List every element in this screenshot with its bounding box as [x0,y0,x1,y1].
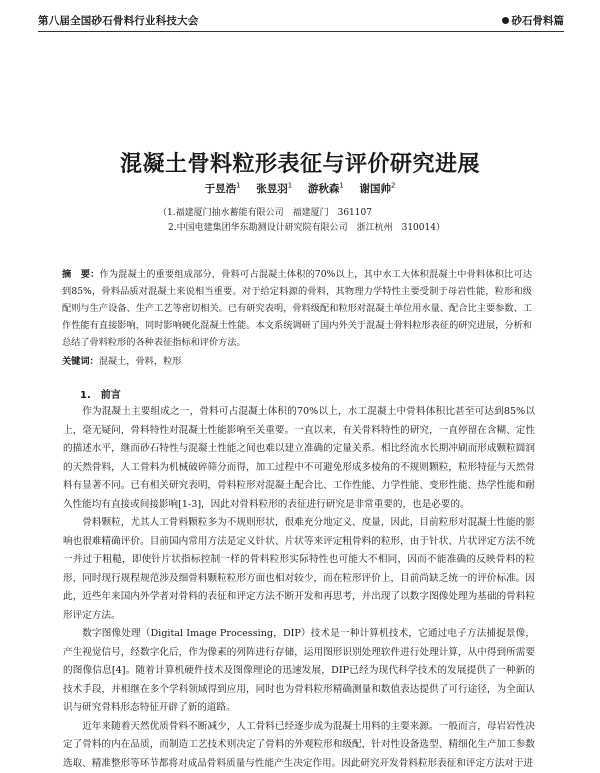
affiliation: 2.中国电建集团华东勘测设计研究院有限公司 浙江杭州 310014） [168,221,528,235]
header-rule [38,31,564,32]
section-heading: 1. 前言 [80,386,121,401]
section-tag-label: 砂石骨料篇 [512,13,565,28]
section-tag [502,13,565,28]
paper-title: 混凝土骨料粒形表征与评价研究进展 [0,147,600,178]
paragraph: 作为混凝土主要组成之一，骨料可占混凝土体积的70%以上，水工混凝土中骨料体积比甚至可达到85%以上，毫无疑问，骨料特性对混凝土性能影响至关重要。一直以来，有关骨料特性的研究，一直停留在含糊、定性的描述水平，继而砂石特性与混凝土性能之间也难以建立准确的定量关系。相比经流水长期冲刷而形成颗粒圆润的天然骨料，人工骨料为机械破碎筛分而得，加工过程中不可避免形成多棱角的不规则颗粒，粒形特征与天然骨料有显著不同。已有相关研究表明，骨料粒形对混凝土配合比、工作性能、力学性能、变形性能、热学性能和耐久性能均有直接或间接影响[1-3]，因此对骨料粒形的表征进行研究是非常重要的，也是必要的。 [63,403,535,514]
author: 张昱羽$^1$ [256,183,292,195]
paragraph: 近年来随着天然优质骨料不断减少，人工骨料已经逐步成为混凝土用料的主要来源。一般而言，母岩岩性决定了骨料的内在品质，而制造工艺技术则决定了骨料的外观粒形和级配，针对性设备选型、精细化生产加工参数选取、精准整形等环节都将对成品骨料质量与性能产生决定作用。因此研究开发骨料粒形表征和评定方法对于进 [63,718,535,773]
author-list [0,181,600,196]
running-header [38,11,564,33]
abstract [62,266,532,351]
author: 于昱浩$^1$ [205,183,241,195]
paragraph: 数字图像处理（Digital Image Processing，DIP）技术是一种计算机技术，它通过电子方法捕捉景像，产生视觉信号，经数字化后，作为像素的列阵进行存储，运用图形识别处理软件进行处理计算，从中得到所需要的图像信息[4]。随着计算机硬件技术及图像理论的迅速发展，DIP已经为现代科学技术的发展提供了一种新的技术手段，并相继在多个学科领域得到应用，同时也为骨料粒形精确测量和数值表达提供了可行途径，为全面认识与研究骨料形态特征开辟了新的道路。 [63,625,535,718]
author: 游秋森$^1$ [308,183,344,195]
body-text [63,403,535,773]
conference-name: 第八届全国砂石骨料行业科技大会 [38,13,199,28]
abstract-text: 作为混凝土的重要组成部分，骨料可占混凝土体积的70%以上，其中水工大体积混凝土中骨料体积比可达到85%，骨料品质对混凝土来说相当重要。对于给定料源的骨料，其物理力学特性主要受制于母岩性能，粒形和级配则与生产设备、生产工艺等密切相关。已有研究表明，骨料级配和粒形对混凝土单位用水量、配合比主要参数、工作性能有直接影响，同时影响硬化混凝土性能。本文系统调研了国内外关于混凝土骨料粒形表征的研究进展，分析和总结了骨料粒形的各种表征指标和评价方法。 [62,269,532,348]
affiliation: （1.福建厦门抽水蓄能有限公司 福建厦门 361107 [158,206,518,220]
author: 谢国帅$^2$ [359,183,395,195]
keywords [62,353,532,367]
keywords-label: 关键词： [62,356,99,367]
keywords-text: 混凝土，骨料，粒形 [99,356,182,367]
paragraph: 骨料颗粒，尤其人工骨料颗粒多为不规则形状，很难充分地定义、度量，因此，目前粒形对混凝土性能的影响也很难精确评价。目前国内常用方法是定义针状、片状等来评定粗骨料的粒形，由于针状、片状评定方法不统一并过于粗糙，即使针片状指标控制一样的骨料粒形实际特性也可能大不相同，因而不能准确的反映骨料的粒形，同时现行规程规范涉及细骨料颗粒粒形方面也相对较少，而在粒形评价上，目前尚缺乏统一的评价标准。因此，近些年来国内外学者对骨料的表征和评定方法不断开发和再思考，并出现了以数字图像处理为基础的骨料粒形评定方法。 [63,514,535,625]
abstract-label: 摘 要： [62,269,99,280]
bullet-dot-icon [502,17,509,24]
